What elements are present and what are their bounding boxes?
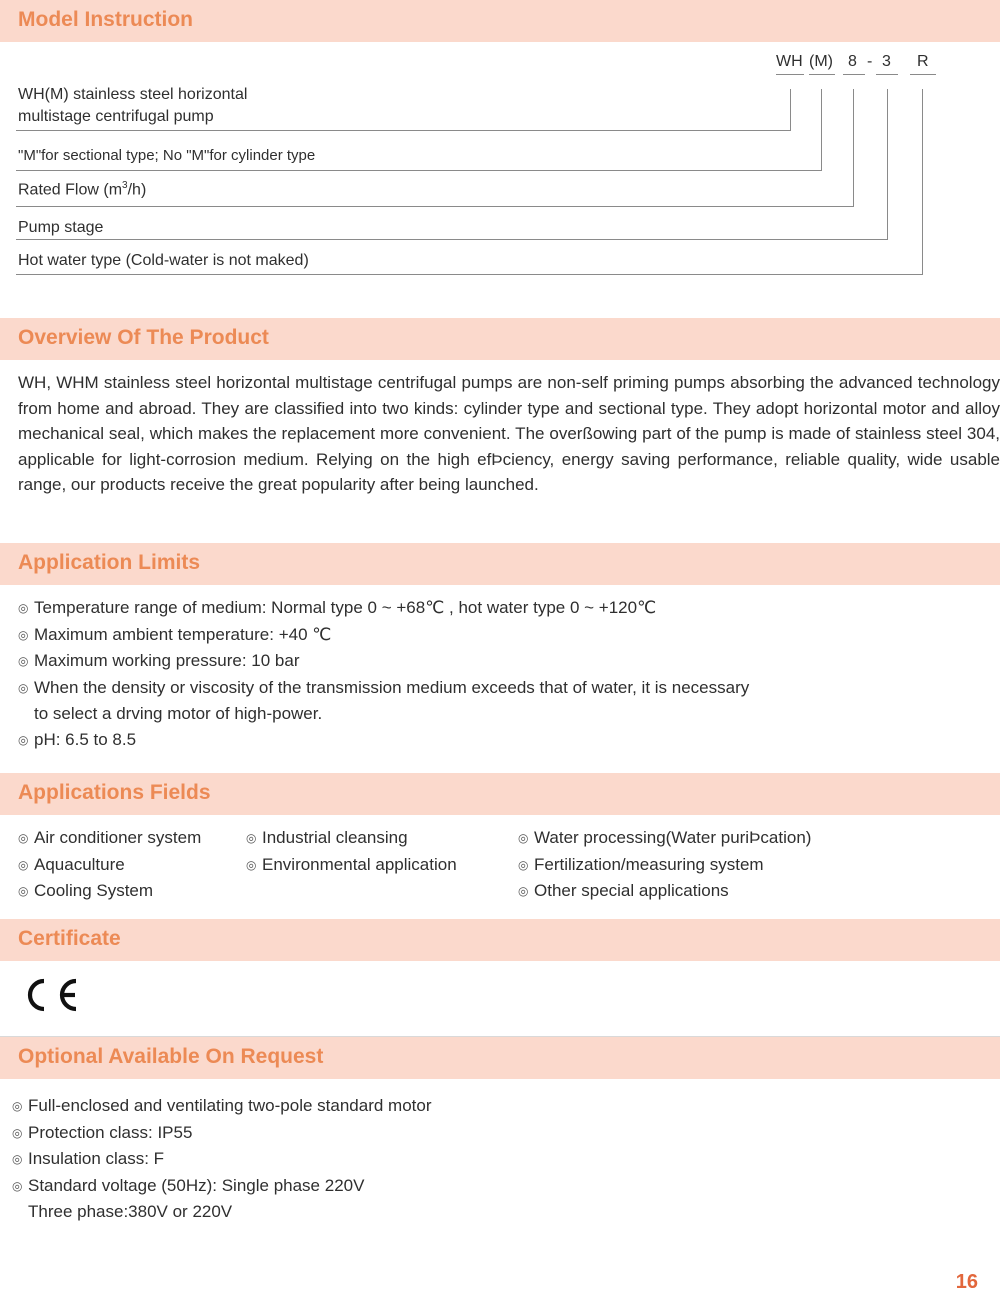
bullet-icon: ◎ (518, 857, 529, 872)
list-item: ◎ Aquaculture (18, 852, 201, 879)
page-number: 16 (955, 1271, 978, 1293)
section-title: Application Limits (18, 551, 201, 574)
code-part-stage: 3 (882, 53, 891, 70)
section-title: Model Instruction (18, 8, 193, 31)
model-label-series: WH(M) stainless steel horizontal (18, 86, 248, 103)
code-underline (776, 74, 804, 75)
section-title: Certificate (18, 927, 121, 950)
section-header-optional (0, 1037, 1000, 1079)
code-part-r: R (917, 53, 929, 70)
list-item: ◎ Cooling System (18, 878, 201, 905)
bullet-icon: ◎ (18, 654, 29, 668)
bullet-icon: ◎ (12, 1125, 23, 1140)
list-item: ◎ Water processing(Water puriÞcation) (518, 825, 811, 852)
list-item: ◎ Maximum working pressure: 10 bar (18, 648, 749, 675)
leader-line (922, 89, 923, 275)
list-item: ◎ Industrial cleansing (246, 825, 457, 852)
code-part-dash: - (867, 53, 873, 70)
model-label-stage: Pump stage (18, 219, 104, 236)
code-part-wh: WH (776, 53, 803, 70)
ce-mark-icon (22, 975, 80, 1015)
leader-line (16, 170, 822, 171)
leader-line (853, 89, 854, 207)
bullet-icon: ◎ (518, 884, 529, 898)
list-item: ◎ Standard voltage (50Hz): Single phase 220V Three phase:380V or 220V (12, 1175, 365, 1221)
model-label-flow: Rated Flow $(m^3/h)$ (18, 180, 147, 199)
list-item: ◎ Air conditioner system (18, 825, 201, 852)
list-item: ◎ Other special applications (518, 878, 811, 905)
leader-line (16, 274, 923, 275)
list-item: ◎ When the density or viscosity of the transmission medium exceeds that of water, it is necessary to select a drving motor of high-power. (18, 677, 750, 723)
code-underline (876, 74, 898, 75)
bullet-icon: ◎ (12, 1178, 23, 1193)
section-title: Applications Fields (18, 781, 211, 804)
bullet-icon: ◎ (12, 1152, 23, 1166)
list-item: ◎ Temperature range of medium: Normal type 0 ~ +68℃ , hot water type 0 ~ +120℃ (18, 595, 749, 622)
bullet-icon: ◎ (18, 627, 29, 642)
limits-list (18, 595, 749, 753)
leader-line (16, 130, 791, 131)
fields-col1 (18, 825, 201, 905)
bullet-icon: ◎ (18, 831, 29, 845)
model-label-hotwater: Hot water type (Cold-water is not maked) (18, 252, 309, 269)
list-item: ◎ Full-enclosed and ventilating two-pole standard motor (12, 1093, 432, 1120)
code-underline (910, 74, 936, 75)
bullet-icon: ◎ (18, 884, 29, 898)
leader-line (821, 89, 822, 171)
bullet-icon: ◎ (518, 831, 529, 845)
section-header-model (0, 0, 1000, 42)
code-underline (843, 74, 865, 75)
code-part-flow: 8 (848, 53, 857, 70)
section-header-overview (0, 318, 1000, 360)
optional-list (12, 1093, 432, 1225)
bullet-icon: ◎ (12, 1099, 23, 1113)
section-header-certificate (0, 919, 1000, 961)
bullet-icon: ◎ (18, 857, 29, 872)
list-item: ◎ pH: 6.5 to 8.5 (18, 727, 749, 754)
section-header-limits (0, 543, 1000, 585)
list-item: ◎ Fertilization/measuring system (518, 852, 811, 879)
bullet-icon: ◎ (246, 831, 257, 845)
overview-paragraph: WH, WHM stainless steel horizontal multistage centrifugal pumps are non-self priming pumps absorbing the advanced technology from home and abroad. They are classified into two kinds: cylinder type and sectional type. They adopt horizontal motor and alloy mechanical seal, which makes the replacement more convenient. The overßowing part of the pump is made of stainless steel 304, applicable for light-corrosion medium. Relying on the high efÞciency, energy saving performance, reliable quality, wide usable range, our products receive the great popularity after being launched. (18, 373, 1000, 494)
section-title: Optional Available On Request (18, 1045, 324, 1068)
leader-line (16, 206, 854, 207)
section-header-fields (0, 773, 1000, 815)
fields-col2 (246, 825, 457, 878)
leader-line (887, 89, 888, 240)
section-title: Overview Of The Product (18, 326, 269, 349)
leader-line (16, 239, 888, 240)
list-item: ◎ Insulation class: F (12, 1146, 432, 1173)
bullet-icon: ◎ (246, 857, 257, 872)
bullet-icon: ◎ (18, 601, 29, 615)
bullet-icon: ◎ (18, 680, 29, 695)
list-item: ◎ Maximum ambient temperature: +40 ℃ (18, 622, 749, 649)
leader-line (790, 89, 791, 131)
code-part-m: (M) (809, 53, 833, 70)
model-label-type: "M"for sectional type; No "M"for cylinder type (18, 147, 316, 164)
code-underline (809, 74, 835, 75)
fields-col3 (518, 825, 811, 905)
list-item: ◎ Environmental application (246, 852, 457, 879)
model-label-series-2: multistage centrifugal pump (18, 108, 214, 125)
bullet-icon: ◎ (18, 732, 29, 747)
list-item: ◎ Protection class: IP55 (12, 1120, 432, 1147)
